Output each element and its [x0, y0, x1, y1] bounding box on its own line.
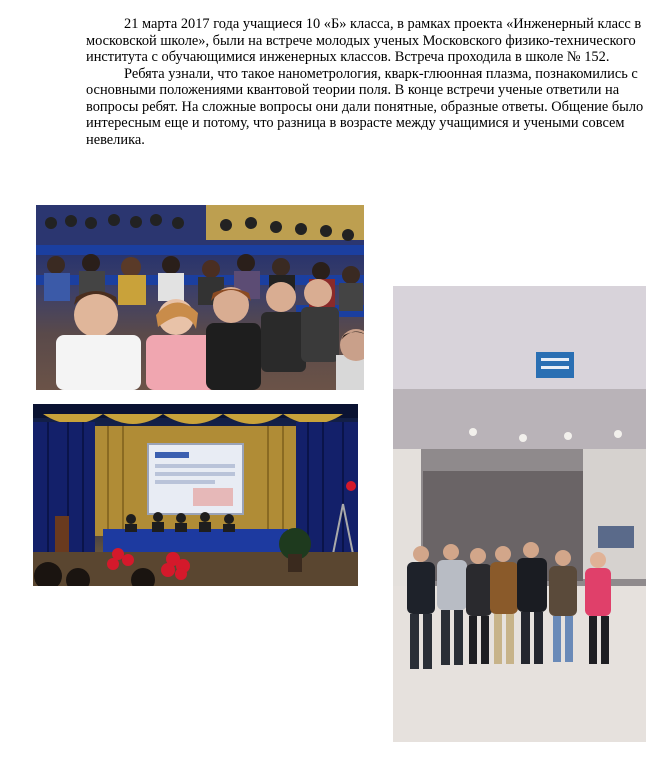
stage-illustration: [33, 404, 358, 586]
group-illustration: [393, 286, 646, 742]
photo-students-audience: [36, 205, 364, 390]
article-text: [86, 16, 646, 148]
paragraph-2: Ребята узнали, что такое нанометрология, кварк-глюонная плазма, познакомились с основными положениями квантовой теории поля. В конце встречи ученые ответили на вопросы ребят. На сложные вопросы они дали понятные, образные ответы. Общение было интересным еще и потому, что разница в возрасте между учащимися и учеными совсем невелика.: [86, 65, 644, 148]
audience-illustration: [36, 205, 364, 390]
photo-group-outdoor: [393, 286, 646, 742]
photo-stage-presentation: [33, 404, 358, 586]
paragraph-1: 21 марта 2017 года учащиеся 10 «Б» класса, в рамках проекта «Инженерный класс в московской школе», были на встрече молодых ученых Московского физико-технического института с обучающимися инженерных классов. Встреча проходила в школе № 152.: [86, 16, 642, 65]
